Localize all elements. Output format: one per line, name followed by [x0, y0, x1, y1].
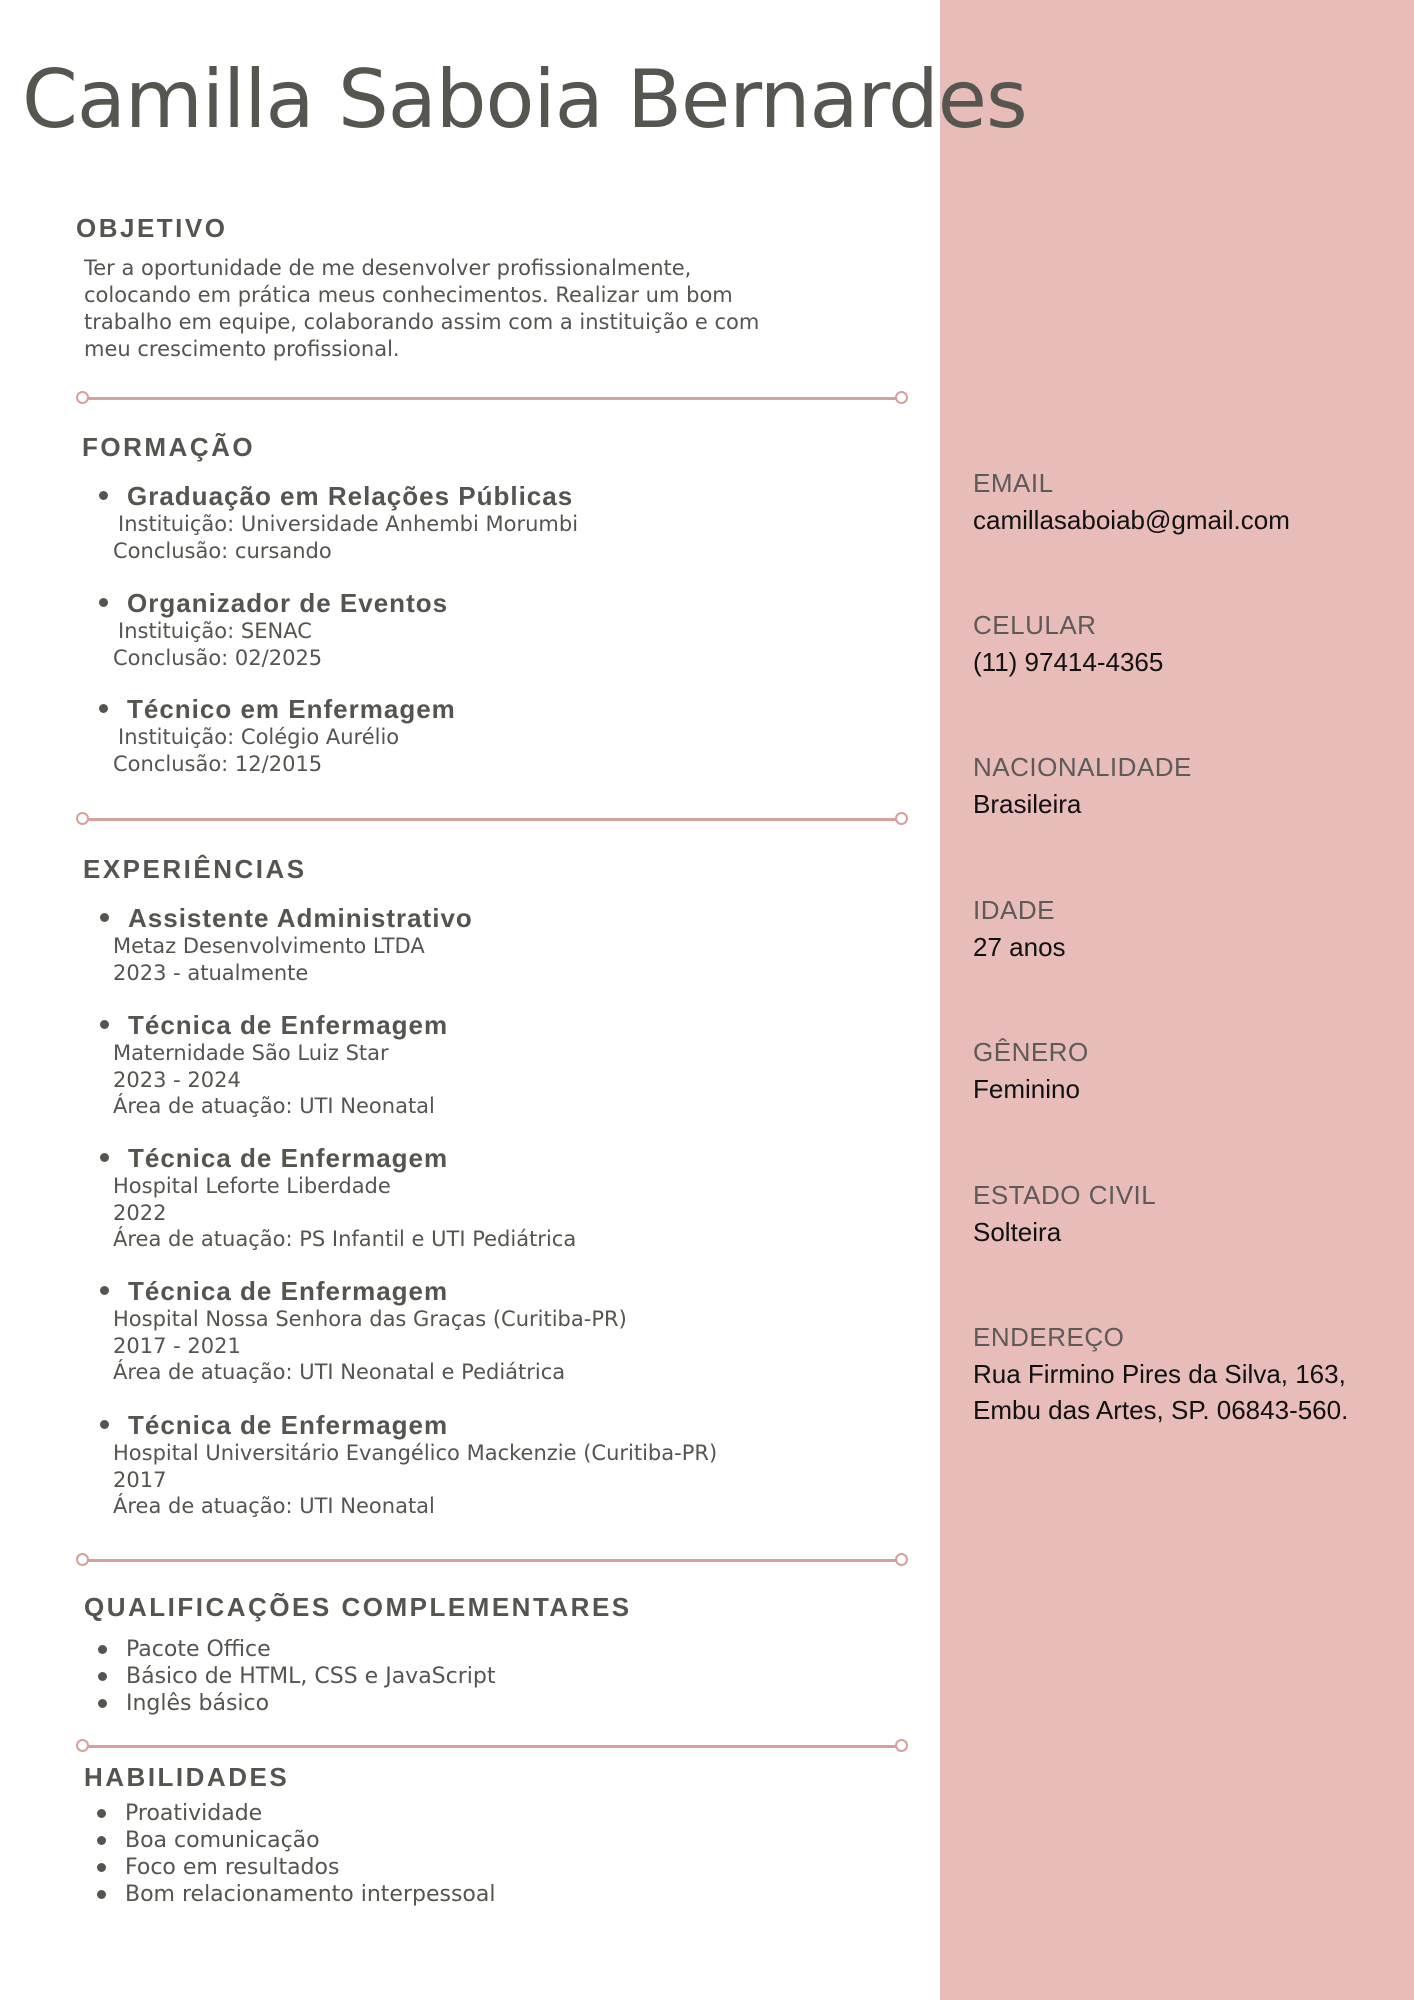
education-institution: Instituição: SENAC [118, 619, 312, 643]
experience-item [113, 1143, 577, 1253]
bullet-icon [99, 598, 108, 607]
list-item: Pacote Office [126, 1636, 496, 1663]
bullet-icon [99, 491, 108, 500]
experience-period: 2023 - atualmente [113, 960, 309, 985]
bullet-icon [99, 704, 108, 713]
list-item: Foco em resultados [125, 1854, 496, 1881]
education-institution: Instituição: Colégio Aurélio [118, 725, 400, 749]
list-item: Bom relacionamento interpessoal [125, 1881, 496, 1908]
section-title-experience: EXPERIÊNCIAS [83, 854, 307, 884]
marital-status-value: Solteira [973, 1217, 1062, 1247]
marital-status-label: ESTADO CIVIL [973, 1180, 1157, 1210]
experience-employer: Maternidade São Luiz Star [113, 1041, 389, 1065]
bullet-icon [100, 1420, 109, 1429]
list-item: Proatividade [125, 1800, 496, 1827]
bullet-icon [98, 1699, 107, 1708]
email-label: EMAIL [973, 468, 1054, 498]
bullet-icon [100, 913, 109, 922]
section-title-education: FORMAÇÃO [82, 432, 256, 462]
list-item: Boa comunicação [125, 1827, 496, 1854]
bullet-icon [100, 1286, 109, 1295]
bullet-icon [98, 1645, 107, 1654]
age-value: 27 anos [973, 932, 1066, 962]
contact-sidebar [940, 0, 1414, 2000]
age-label: IDADE [973, 895, 1055, 925]
bullet-icon [97, 1809, 106, 1818]
experience-period: 2017 - 2021 [113, 1333, 241, 1358]
experience-employer: Hospital Nossa Senhora das Graças (Curitiba-PR) [113, 1307, 627, 1331]
address-line: Rua Firmino Pires da Silva, 163, [973, 1359, 1346, 1389]
contact-age [973, 895, 1066, 965]
experience-item [113, 903, 473, 986]
address-label: ENDEREÇO [973, 1322, 1125, 1352]
gender-value: Feminino [973, 1074, 1080, 1104]
experience-item-title: Técnica de Enfermagem [128, 1410, 717, 1440]
objective-line: meu crescimento profissional. [84, 337, 400, 361]
education-item [113, 481, 579, 564]
education-item-title: Técnico em Enfermagem [127, 694, 456, 724]
experience-item-title: Técnica de Enfermagem [128, 1143, 576, 1173]
nationality-value: Brasileira [973, 789, 1082, 819]
list-item: Básico de HTML, CSS e JavaScript [126, 1663, 496, 1690]
experience-employer: Hospital Universitário Evangélico Mackenzie (Curitiba-PR) [113, 1441, 718, 1465]
skills-list [125, 1800, 496, 1908]
section-divider [76, 812, 908, 826]
nationality-label: NACIONALIDADE [973, 752, 1192, 782]
experience-area: Área de atuação: UTI Neonatal e Pediátrica [113, 1360, 566, 1384]
bullet-icon [100, 1153, 109, 1162]
section-title-skills: HABILIDADES [84, 1762, 290, 1792]
list-item: Inglês básico [126, 1690, 496, 1717]
experience-item [113, 1010, 449, 1120]
bullet-icon [97, 1863, 106, 1872]
contact-address [973, 1322, 1348, 1428]
section-divider [76, 391, 908, 405]
education-conclusion: Conclusão: 02/2025 [113, 645, 323, 670]
experience-period: 2017 [113, 1467, 167, 1492]
experience-area: Área de atuação: UTI Neonatal [113, 1494, 435, 1518]
experience-area: Área de atuação: PS Infantil e UTI Pediátrica [113, 1227, 577, 1251]
experience-item [113, 1410, 718, 1520]
experience-item [113, 1276, 627, 1386]
experience-item-title: Técnica de Enfermagem [128, 1010, 448, 1040]
education-conclusion: Conclusão: 12/2015 [113, 751, 323, 776]
phone-label: CELULAR [973, 610, 1097, 640]
objective-text [84, 255, 759, 363]
education-item-title: Organizador de Eventos [127, 588, 448, 618]
section-divider [76, 1553, 908, 1567]
experience-period: 2023 - 2024 [113, 1067, 241, 1092]
section-title-qualifications: QUALIFICAÇÕES COMPLEMENTARES [84, 1592, 632, 1622]
contact-email [973, 468, 1290, 538]
bullet-icon [98, 1672, 107, 1681]
education-item [113, 588, 449, 671]
objective-line: trabalho em equipe, colaborando assim com a instituição e com [84, 310, 760, 334]
candidate-name: Camilla Saboia Bernardes [22, 53, 1027, 146]
experience-area: Área de atuação: UTI Neonatal [113, 1094, 435, 1118]
contact-marital-status [973, 1180, 1156, 1250]
experience-period: 2022 [113, 1200, 167, 1225]
education-item-title: Graduação em Relações Públicas [127, 481, 578, 511]
education-item [113, 694, 456, 777]
address-line: Embu das Artes, SP. 06843-560. [973, 1395, 1349, 1425]
objective-line: colocando em prática meus conhecimentos. Realizar um bom [84, 283, 733, 307]
bullet-icon [97, 1836, 106, 1845]
contact-nationality [973, 752, 1192, 822]
contact-phone [973, 610, 1163, 680]
experience-item-title: Assistente Administrativo [128, 903, 473, 933]
phone-value: (11) 97414-4365 [973, 647, 1164, 677]
contact-gender [973, 1037, 1089, 1107]
email-value[interactable]: camillasaboiab@gmail.com [973, 505, 1290, 535]
section-title-objective: OBJETIVO [76, 213, 228, 243]
education-institution: Instituição: Universidade Anhembi Morumbi [118, 512, 579, 536]
objective-line: Ter a oportunidade de me desenvolver profissionalmente, [84, 256, 692, 280]
experience-item-title: Técnica de Enfermagem [128, 1276, 627, 1306]
gender-label: GÊNERO [973, 1037, 1089, 1067]
experience-employer: Hospital Leforte Liberdade [113, 1174, 391, 1198]
bullet-icon [97, 1890, 106, 1899]
education-conclusion: Conclusão: cursando [113, 538, 332, 563]
experience-employer: Metaz Desenvolvimento LTDA [113, 934, 425, 958]
section-divider [76, 1739, 908, 1753]
bullet-icon [100, 1020, 109, 1029]
qualifications-list [126, 1636, 496, 1717]
